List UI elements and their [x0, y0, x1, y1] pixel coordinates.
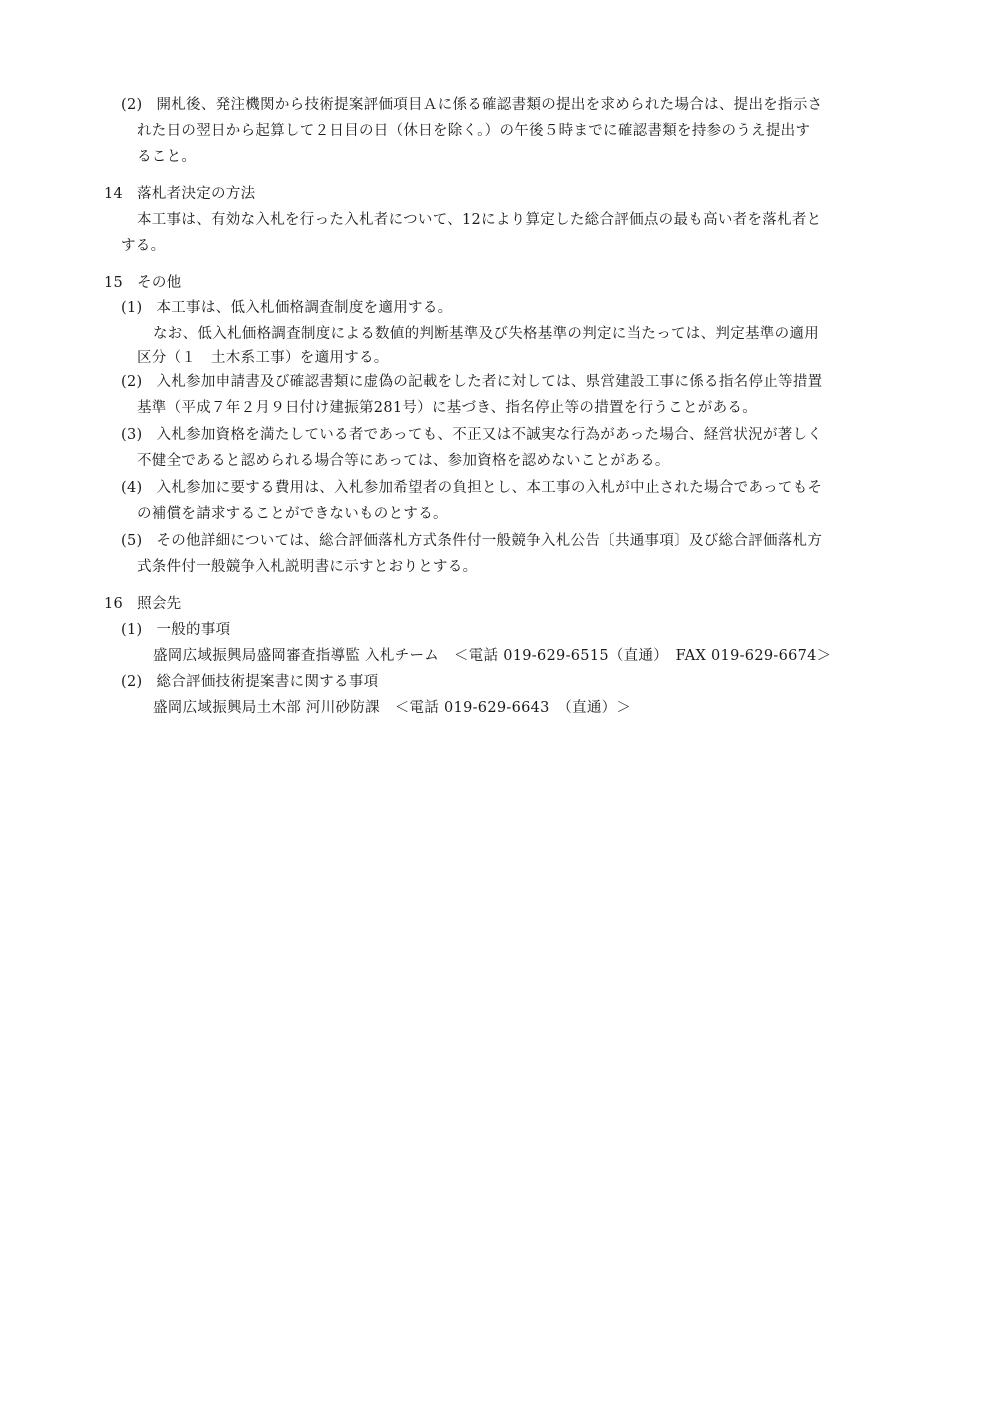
section-number: 14 — [104, 186, 124, 202]
section-15-heading — [104, 273, 181, 293]
s15-item4-line1 — [121, 478, 822, 498]
s13-item2-line1 — [121, 95, 822, 115]
item-number: (2) — [121, 374, 143, 390]
item-number: (3) — [121, 427, 143, 443]
s14-line2: する。 — [121, 238, 166, 254]
item-number: (1) — [121, 300, 143, 316]
contact-technical: 盛岡広域振興局土木部 河川砂防課 ＜電話 019-629-6643 （直通）＞ — [153, 700, 632, 716]
item-text: 入札参加申請書及び確認書類に虚偽の記載をした者に対しては、県営建設工事に係る指名停止等措置 — [156, 374, 823, 390]
section-title: 照会先 — [137, 596, 182, 612]
item-number: (2) — [121, 674, 143, 690]
s15-item2-line1 — [121, 372, 822, 392]
s16-item1-heading — [121, 620, 230, 640]
s15-item2-line2: 基準（平成７年２月９日付け建振第281号）に基づき、指名停止等の措置を行うことがある。 — [137, 400, 757, 416]
s15-item5-line2: 式条件付一般競争入札説明書に示すとおりとする。 — [137, 559, 478, 575]
item-text: その他詳細については、総合評価落札方式条件付一般競争入札公告〔共通事項〕及び総合評価落札方 — [156, 533, 823, 549]
item-text: 入札参加に要する費用は、入札参加希望者の負担とし、本工事の入札が中止された場合であってもそ — [156, 480, 823, 496]
s15-item3-line2: 不健全であると認められる場合等にあっては、参加資格を認めないことがある。 — [137, 453, 670, 469]
section-number: 15 — [104, 275, 124, 291]
item-title: 総合評価技術提案書に関する事項 — [156, 674, 379, 690]
s14-line1: 本工事は、有効な入札を行った入札者について、12により算定した総合評価点の最も高い者を落札者と — [137, 212, 822, 228]
s13-item2-line2: れた日の翌日から起算して２日目の日（休日を除く。）の午後５時までに確認書類を持参のうえ提出す — [137, 123, 811, 139]
item-text: 入札参加資格を満たしている者であっても、不正又は不誠実な行為があった場合、経営状況が著しく — [156, 427, 823, 443]
item-title: 一般的事項 — [156, 622, 231, 638]
s16-item2-heading — [121, 672, 378, 692]
item-number: (1) — [121, 622, 143, 638]
item-number: (2) — [121, 97, 143, 113]
s15-item4-line2: の補償を請求することができないものとする。 — [137, 506, 448, 522]
item-number: (4) — [121, 480, 143, 496]
s15-item5-line1 — [121, 531, 822, 551]
s15-item1-line1 — [121, 298, 452, 318]
item-number: (5) — [121, 533, 143, 549]
section-title: その他 — [137, 275, 182, 291]
s15-item1-line3: 区分（１ 土木系工事）を適用する。 — [137, 350, 389, 366]
section-14-heading — [104, 184, 255, 204]
section-title: 落札者決定の方法 — [137, 186, 256, 202]
contact-general: 盛岡広域振興局盛岡審査指導監 入札チーム ＜電話 019-629-6515（直通） FAX 019-629-6674＞ — [153, 648, 832, 664]
s15-item1-line2: なお、低入札価格調査制度による数値的判断基準及び失格基準の判定に当たっては、判定基準の適用 — [153, 326, 819, 342]
section-number: 16 — [104, 596, 124, 612]
s13-item2-line3: ること。 — [137, 149, 197, 165]
s15-item3-line1 — [121, 425, 822, 445]
item-text: 本工事は、低入札価格調査制度を適用する。 — [156, 300, 453, 316]
item-text: 開札後、発注機関から技術提案評価項目Ａに係る確認書類の提出を求められた場合は、提出を指示さ — [156, 97, 823, 113]
section-16-heading — [104, 594, 181, 614]
